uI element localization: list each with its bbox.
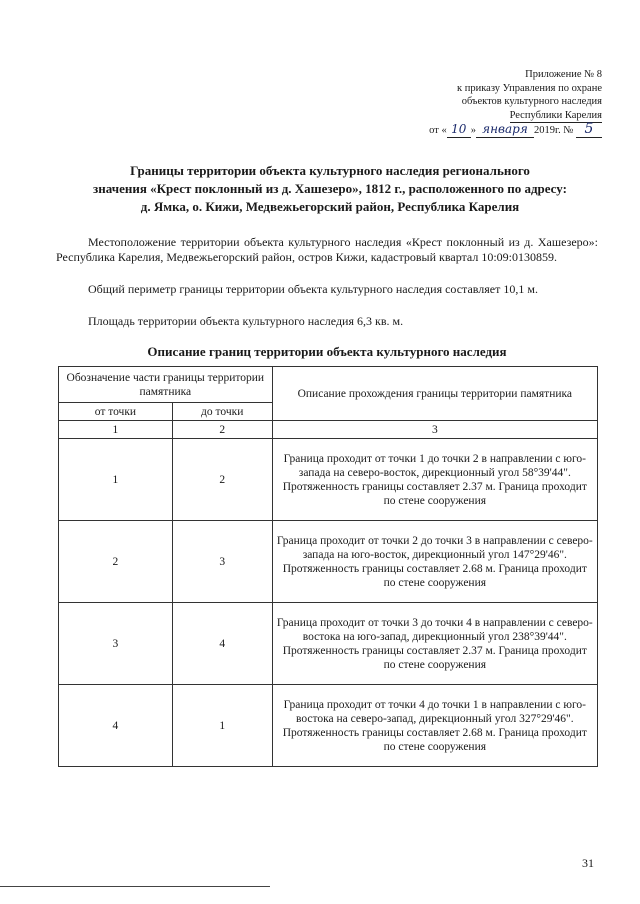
column-number-3: 3 [272, 421, 597, 439]
header-to-point: до точки [172, 403, 272, 421]
location-text: Местоположение территории объекта культурного наследия «Крест поклонный из д. Хашезеро»: Республика Карелия, Медвежьегорский район, остров Кижи, кадастровый квартал 10:09:0130859. [56, 235, 598, 264]
appendix-line-1: Приложение № 8 [525, 69, 602, 80]
page-number: 31 [582, 856, 594, 870]
order-date-line [429, 123, 602, 138]
boundary-table [58, 366, 598, 767]
table-row [59, 603, 598, 685]
date-prefix: от « [429, 125, 447, 136]
from-point-cell: 1 [59, 439, 173, 521]
order-number-handwritten: 5 [576, 123, 602, 138]
to-point-cell: 2 [172, 439, 272, 521]
boundary-description-cell: Граница проходит от точки 4 до точки 1 в направлении с юго-востока на северо-запад, дирекционный угол 327°29'46". Протяженность границы составляет 2.68 м. Граница проходит по стене сооружения [272, 685, 597, 767]
appendix-line-2: к приказу Управления по охране [457, 82, 602, 94]
to-point-cell: 4 [172, 603, 272, 685]
header-boundary-part: Обозначение части границы территории памятника [59, 367, 273, 403]
date-mid: » [470, 125, 476, 136]
table-column-number-row [59, 421, 598, 439]
location-paragraph [56, 235, 598, 265]
from-point-cell: 3 [59, 603, 173, 685]
to-point-cell: 3 [172, 521, 272, 603]
document-title [60, 162, 600, 216]
table-row [59, 685, 598, 767]
perimeter-paragraph [56, 282, 598, 297]
bottom-divider [0, 886, 270, 887]
title-line-3: д. Ямка, о. Кижи, Медвежьегорский район, Республика Карелия [140, 199, 520, 214]
area-paragraph [56, 314, 598, 329]
table-row [59, 439, 598, 521]
date-suffix: 2019г. № [533, 125, 574, 136]
header-from-point: от точки [59, 403, 173, 421]
from-point-cell: 2 [59, 521, 173, 603]
date-month-handwritten: января [476, 123, 534, 138]
title-line-2: значения «Крест поклонный из д. Хашезеро», 1812 г., расположенного по адресу: [93, 181, 567, 196]
appendix-line-4-text: Республики Карелия [510, 109, 602, 124]
to-point-cell: 1 [172, 685, 272, 767]
appendix-line-3: объектов культурного наследия [461, 96, 602, 107]
area-text: Площадь территории объекта культурного наследия 6,3 кв. м. [88, 314, 404, 328]
from-point-cell: 4 [59, 685, 173, 767]
header-boundary-description: Описание прохождения границы территории памятника [272, 367, 597, 421]
table-header-row [59, 367, 598, 403]
column-number-1: 1 [59, 421, 173, 439]
date-day-handwritten: 10 [447, 123, 471, 138]
boundary-description-cell: Граница проходит от точки 2 до точки 3 в направлении с северо-запада на юго-восток, дирекционный угол 147°29'46". Протяженность границы составляет 2.68 м. Граница проходит по стене сооружения [272, 521, 597, 603]
boundary-description-cell: Граница проходит от точки 1 до точки 2 в направлении с юго-запада на северо-восток, дирекционный угол 58°39'44". Протяженность границы составляет 2.37 м. Граница проходит по стене сооружения [272, 439, 597, 521]
appendix-header [429, 68, 602, 138]
table-title: Описание границ территории объекта культурного наследия [147, 344, 507, 359]
title-line-1: Границы территории объекта культурного наследия регионального [130, 163, 530, 178]
appendix-line-4 [429, 109, 602, 124]
perimeter-text: Общий периметр границы территории объекта культурного наследия составляет 10,1 м. [88, 282, 538, 296]
column-number-2: 2 [172, 421, 272, 439]
boundary-description-cell: Граница проходит от точки 3 до точки 4 в направлении с северо-востока на юго-запад, дирекционный угол 238°39'44". Протяженность границы составляет 2.37 м. Граница проходит по стене сооружения [272, 603, 597, 685]
table-row [59, 521, 598, 603]
